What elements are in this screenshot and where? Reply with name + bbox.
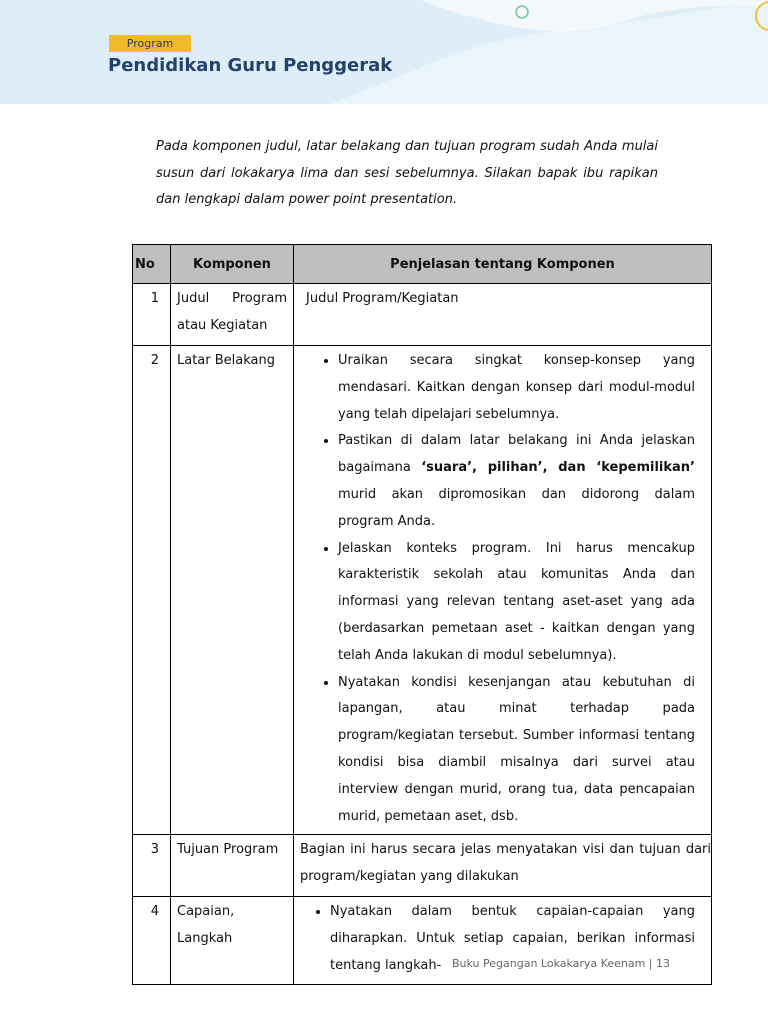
table-row [133, 284, 712, 346]
row-component: Capaian, Langkah [171, 897, 294, 984]
component-table [132, 244, 712, 985]
row-description: Judul Program/Kegiatan [294, 284, 712, 346]
row-number: 4 [133, 897, 171, 984]
bullet-item: • Nyatakan kondisi kesenjangan atau kebutuhan di lapangan, atau minat terhadap pada program/kegiatan tersebut. Sumber informasi tentang kondisi bisa diambil misalnya dari survei atau interview dengan murid, orang tua, data pencapaian murid, pemetaan aset, dsb. [338, 670, 695, 831]
row-description: Bagian ini harus secara jelas menyatakan visi dan tujuan dari program/kegiatan yang dilakukan [294, 835, 712, 897]
header-komponen: Komponen [171, 245, 294, 284]
bullet-text: Pastikan di dalam latar belakang ini Anda jelaskan bagaimana [338, 433, 695, 476]
header-no: No [133, 245, 171, 284]
bullet-list [300, 348, 711, 830]
row-description [294, 346, 712, 835]
page-header [0, 0, 768, 104]
table-row [133, 897, 712, 984]
row-component: Latar Belakang [171, 346, 294, 835]
row-number: 2 [133, 346, 171, 835]
program-tag: Program [109, 35, 191, 52]
table-row [133, 835, 712, 897]
row-component: Tujuan Program [171, 835, 294, 897]
table-row [133, 346, 712, 835]
table-header-row [133, 245, 712, 284]
row-description [294, 897, 712, 984]
header-wave-decoration [0, 0, 768, 104]
bullet-bold-text: ‘suara’, pilihan’, dan ‘kepemilikan’ [421, 460, 695, 476]
intro-paragraph: Pada komponen judul, latar belakang dan tujuan program sudah Anda mulai susun dari lokakarya lima dan sesi sebelumnya. Silakan bapak ibu rapikan dan lengkapi dalam power point presentation. [156, 139, 658, 207]
bullet-item: • Uraikan secara singkat konsep-konsep yang mendasari. Kaitkan dengan konsep dari modul-modul yang telah dipelajari sebelumnya. [338, 348, 695, 428]
bullet-text: murid akan dipromosikan dan didorong dalam program Anda. [338, 486, 695, 529]
row-number: 3 [133, 835, 171, 897]
row-number: 1 [133, 284, 171, 346]
row-component: Judul Program atau Kegiatan [171, 284, 294, 346]
bullet-item: • Nyatakan dalam bentuk capaian-capaian yang diharapkan. Untuk setiap capaian, berikan informasi tentang langkah- [330, 899, 695, 979]
page-footer: Buku Pegangan Lokakarya Keenam | 13 [452, 957, 671, 970]
header-penjelasan: Penjelasan tentang Komponen [294, 245, 712, 284]
page-title: Pendidikan Guru Penggerak [108, 55, 393, 76]
bullet-item [338, 428, 695, 535]
bullet-item: • Jelaskan konteks program. Ini harus mencakup karakteristik sekolah atau komunitas Anda dan informasi yang relevan tentang aset-aset yang ada (berdasarkan pemetaan aset - kaitkan dengan yang telah Anda lakukan di modul sebelumnya). [338, 536, 695, 670]
